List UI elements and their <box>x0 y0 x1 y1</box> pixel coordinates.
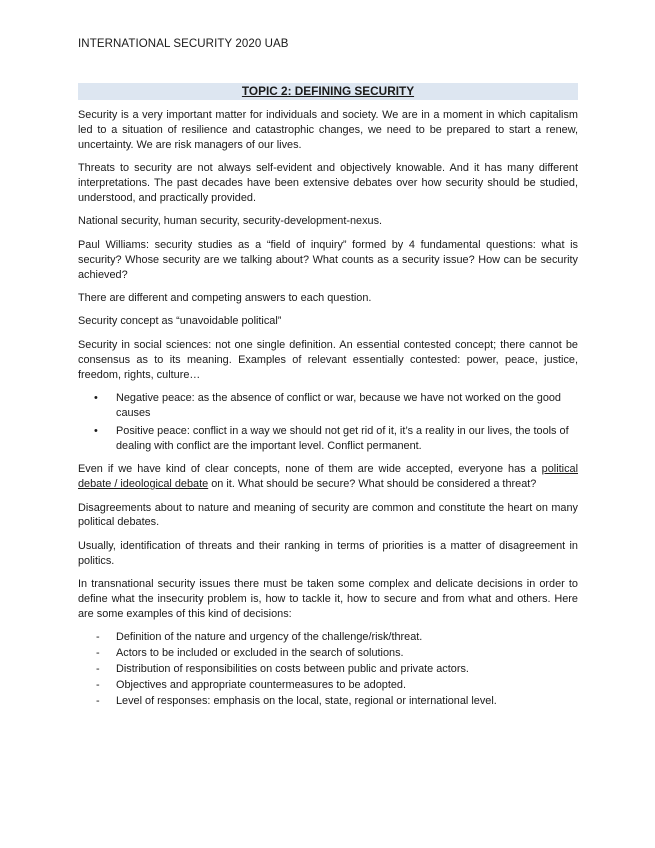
bullet-text-negative-peace: Negative peace: as the absence of conflict or war, because we have not worked on the good causes <box>116 392 561 419</box>
topic-title <box>78 83 578 100</box>
list-item <box>78 678 578 693</box>
dash-item-text: Actors to be included or excluded in the search of solutions. <box>116 647 404 660</box>
list-item <box>78 694 578 709</box>
dash-marker: - <box>96 631 100 644</box>
paragraph-threats: Threats to security are not always self-evident and objectively knowable. And it has many different interpretations. The past decades have been extensive debates over how security should be studied, understood, and practically provided. <box>78 162 578 205</box>
paragraph-political-debate-end: on it. What should be secure? What should be considered a threat? <box>208 478 537 491</box>
list-item <box>78 424 578 454</box>
paragraph-security-types: National security, human security, security-development-nexus. <box>78 215 383 228</box>
page-header: INTERNATIONAL SECURITY 2020 UAB <box>78 38 289 50</box>
dash-marker: - <box>96 663 100 676</box>
bullet-marker: • <box>94 392 98 405</box>
dash-item-text: Distribution of responsibilities on costs between public and private actors. <box>116 663 469 676</box>
dash-marker: - <box>96 679 100 692</box>
topic-title-text: TOPIC 2: DEFINING SECURITY <box>241 84 415 98</box>
dash-item-text: Level of responses: emphasis on the local, state, regional or international level. <box>116 695 497 707</box>
paragraph-political-debate-start: Even if we have kind of clear concepts, none of them are wide accepted, everyone has a <box>78 463 542 476</box>
list-item <box>78 662 578 677</box>
peace-bullet-list <box>78 391 578 454</box>
paragraph-contested-concept: Security in social sciences: not one single definition. An essential contested concept; there cannot be consensus as to its meaning. Examples of relevant essentially contested: power, peace, justice, freedom, rights, culture… <box>78 338 578 381</box>
list-item <box>78 391 578 421</box>
paragraph-intro: Security is a very important matter for individuals and society. We are in a moment in which capitalism led to a situation of resilience and catastrophic changes, we need to be prepared to start a renew, uncertainty. We are risk managers of our lives. <box>78 109 578 151</box>
paragraph-transnational-issues: In transnational security issues there must be taken some complex and delicate decisions in order to define what the insecurity problem is, how to tackle it, how to secure and from what and others. Here are some examples of this kind of decisions: <box>78 578 578 620</box>
paragraph-competing-answers: There are different and competing answers to each question. <box>78 292 372 305</box>
dash-item-text: Objectives and appropriate countermeasures to be adopted. <box>116 679 406 692</box>
political-debate-underlined: political debate / ideological debate <box>78 463 578 491</box>
dash-item-text: Definition of the nature and urgency of the challenge/risk/threat. <box>116 631 423 644</box>
bullet-marker: • <box>94 424 98 437</box>
bullet-text-positive-peace: Positive peace: conflict in a way we should not get rid of it, it’s a reality in our lives, the tools of dealing with conflict are the important level. Conflict permanent. <box>116 424 569 452</box>
paragraph-political-debate <box>78 462 578 492</box>
dash-marker: - <box>96 695 100 707</box>
paragraph-disagreements: Disagreements about to nature and meaning of security are common and constitute the heart on many political debates. <box>78 501 578 529</box>
decision-dash-list <box>78 630 578 709</box>
list-item <box>78 646 578 661</box>
dash-marker: - <box>96 647 100 660</box>
paragraph-unavoidable-political: Security concept as “unavoidable political” <box>78 315 282 328</box>
list-item <box>78 630 578 645</box>
paragraph-threat-ranking: Usually, identification of threats and their ranking in terms of priorities is a matter of disagreement in politics. <box>78 539 578 567</box>
paragraph-paul-williams: Paul Williams: security studies as a “field of inquiry” formed by 4 fundamental questions: what is security? Whose security are we talking about? What counts as a security issue? How can be security achieved? <box>78 238 578 281</box>
document-body <box>78 83 578 710</box>
